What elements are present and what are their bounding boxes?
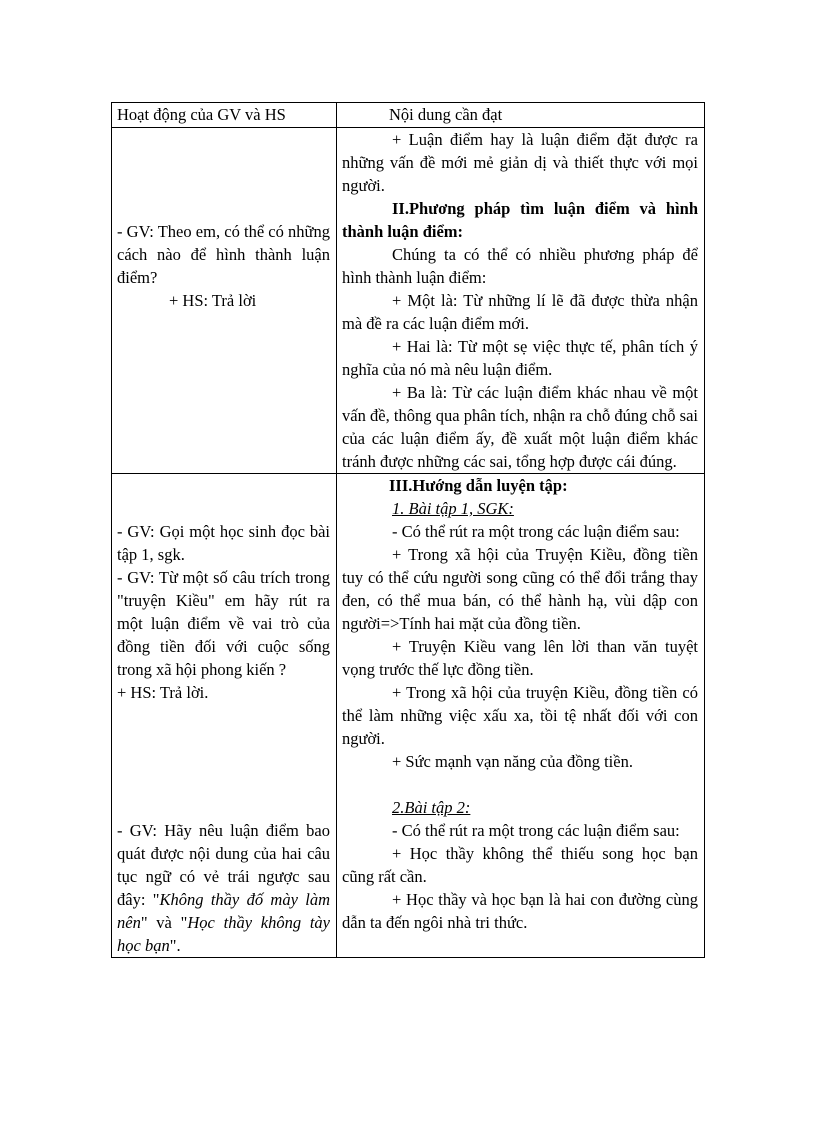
header-teacher-student-activities: Hoạt động của GV và HS — [112, 103, 337, 128]
intro-paragraph: + Luận điểm hay là luận điểm đặt được ra những vấn đề mới mẻ giản dị và thiết thực với mọi người. — [342, 130, 698, 195]
hs-answer-2: + HS: Trả lời. — [117, 683, 209, 702]
exercise-two-lead: - Có thể rút ra một trong các luận điểm sau: — [392, 821, 680, 840]
gv-question: - GV: Theo em, có thể có những cách nào để hình thành luận điểm? — [117, 222, 330, 287]
exercise-one-lead: - Có thể rút ra một trong các luận điểm sau: — [392, 522, 680, 541]
row1-left-cell — [112, 128, 337, 474]
gv-question-proverbs — [117, 819, 330, 957]
section-ii-title-text: II.Phương pháp tìm luận điểm và hình thành luận điểm — [342, 199, 698, 241]
exercise-one-point-2: + Truyện Kiều vang lên lời than văn tuyệt vọng trước thế lực đồng tiền. — [342, 637, 698, 679]
proverb-one: Không thầy đố mày làm nên — [117, 890, 330, 932]
table-row — [112, 474, 705, 958]
exercise-one-point-1: + Trong xã hội của Truyện Kiều, đồng tiền tuy có thể cứu người song cũng có thể đổi trắng thay đen, có thể mua bán, có thể hành hạ, vùi dập con người=>Tính hai mặt của đồng tiền. — [342, 545, 698, 633]
gv-question-kieu: - GV: Từ một số câu trích trong "truyện Kiều" em hãy rút ra một luận điểm về vai trò của đồng tiền đối với cuộc sống trong xã hội phong kiến ? — [117, 568, 330, 679]
exercise-two-title — [342, 796, 698, 819]
table-header-row — [112, 103, 705, 128]
proverb-question-mid: " và " — [140, 913, 188, 932]
section-iii-title: III.Hướng dẫn luyện tập: — [389, 476, 568, 495]
exercise-two-title-text: 2.Bài tập 2: — [392, 798, 471, 817]
method-three: + Ba là: Từ các luận điểm khác nhau về một vấn đề, thông qua phân tích, nhận ra chỗ đúng chỗ sai của các luận điểm ấy, đề xuất một luận điểm khác tránh được những các sai, tổng hợp được cái đúng. — [342, 383, 698, 471]
row1-right-cell — [337, 128, 705, 474]
proverb-question-suffix: ". — [169, 936, 181, 955]
lesson-table — [111, 102, 705, 958]
method-one: + Một là: Từ những lí lẽ đã được thừa nhận mà đề ra các luận điểm mới. — [342, 291, 698, 333]
gv-instruction-read: - GV: Gọi một học sinh đọc bài tập 1, sgk. — [117, 522, 330, 564]
header-content-to-achieve: Nội dung cần đạt — [337, 103, 705, 128]
exercise-one-point-4: + Sức mạnh vạn năng của đồng tiền. — [392, 752, 633, 771]
exercise-one-point-3: + Trong xã hội của truyện Kiều, đồng tiền có thể làm những việc xấu xa, tồi tệ nhất đối với con người. — [342, 683, 698, 748]
exercise-one-title — [342, 497, 698, 520]
exercise-one-title-text: 1. Bài tập 1, SGK: — [392, 499, 514, 518]
methods-lead: Chúng ta có thể có nhiều phương pháp để hình thành luận điểm: — [342, 245, 698, 287]
row2-right-cell — [337, 474, 705, 958]
section-ii-colon: : — [457, 222, 464, 241]
section-ii-title — [342, 197, 698, 243]
exercise-two-point-2: + Học thầy và học bạn là hai con đường cùng dẫn ta đến ngôi nhà tri thức. — [342, 890, 698, 932]
row2-left-cell — [112, 474, 337, 958]
exercise-two-point-1: + Học thầy không thể thiếu song học bạn cũng rất cần. — [342, 844, 698, 886]
lesson-page — [111, 102, 704, 958]
hs-answer: + HS: Trả lời — [169, 291, 257, 310]
proverb-two: Học thầy không tày học bạn — [117, 913, 330, 955]
proverb-question-prefix: - GV: Hãy nêu luận điểm bao quát được nội dung của hai câu tục ngữ có vẻ trái ngược sau đây: " — [117, 821, 330, 909]
table-row — [112, 128, 705, 474]
method-two: + Hai là: Từ một sẹ việc thực tế, phân tích ý nghĩa của nó mà nêu luận điểm. — [342, 337, 698, 379]
